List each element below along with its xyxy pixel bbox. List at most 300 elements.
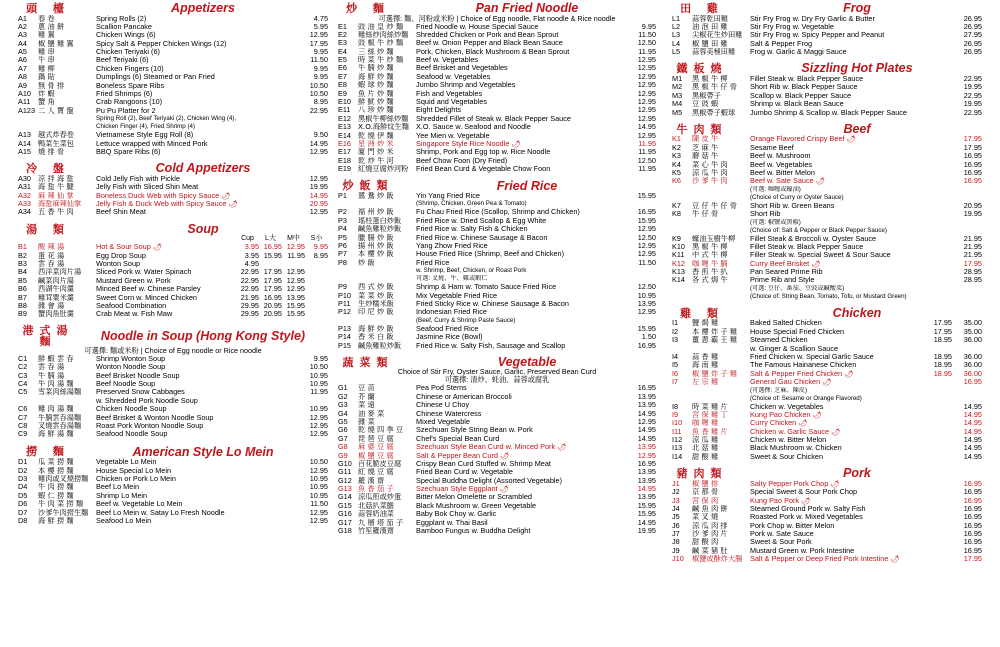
- item-code: D5: [18, 491, 28, 500]
- item-code: K5: [672, 168, 681, 177]
- item-price: 12.95: [637, 451, 656, 460]
- item-name-zh: 雞 肉 湯 麵: [38, 405, 74, 414]
- price-large: 17.95: [263, 268, 282, 277]
- section-header: [672, 467, 982, 480]
- item-price: 11.50: [310, 500, 328, 509]
- item-price-small: [922, 378, 952, 386]
- item-code: A1: [18, 14, 27, 23]
- item-name-zh: 菜 叉 燒: [692, 513, 719, 522]
- item-price: 15.95: [637, 324, 656, 333]
- item-name-zh: 雜 菜: [358, 417, 375, 426]
- item-name-zh: 宮 保 肉: [692, 496, 719, 505]
- item-code: E4: [338, 47, 347, 56]
- price-cup: 21.95: [240, 293, 259, 302]
- item-code: G7: [338, 434, 348, 443]
- item-name-en: Stir Fry Frog w. Dry Fry Garlic & Butter: [750, 14, 875, 23]
- item-code: A13: [18, 131, 31, 140]
- item-price: 10.50: [309, 363, 328, 372]
- item-name-zh: 蘑 菇 牛: [692, 152, 719, 161]
- menu-item: [672, 83, 982, 91]
- item-name-zh: 菜 遠: [358, 401, 375, 410]
- item-price-large: 14.95: [963, 410, 982, 419]
- item-name-en: Vietnamese Style Egg Roll (8): [96, 131, 194, 140]
- item-name-zh: 海 南 雞: [692, 361, 719, 370]
- item-price: 10.95: [637, 291, 656, 300]
- menu-item: [338, 410, 656, 418]
- item-note: (可選: 椒鹽或黑椒): [750, 218, 801, 226]
- menu-item: [338, 123, 656, 131]
- item-name-en: Yee Mien w. Vegetable: [416, 131, 490, 140]
- item-name-en: Szechuan Style String Bean w. Pork: [416, 426, 533, 435]
- item-code: L1: [672, 14, 681, 23]
- menu-item: [338, 132, 656, 140]
- item-name-en: Crab Meat w. Fish Maw: [96, 310, 173, 319]
- item-name-en: Spicy Salt & Pepper Chicken Wings (12): [96, 39, 227, 48]
- menu-item: [338, 292, 656, 300]
- item-code: G8: [338, 443, 348, 452]
- menu-item: [338, 73, 656, 81]
- section-title-zh: 炒 麵: [346, 1, 390, 15]
- item-name-en: Preserved Snow Cabbages: [96, 388, 185, 397]
- item-code: A6: [18, 56, 27, 65]
- menu-item: [18, 388, 328, 396]
- section-header: [18, 446, 328, 459]
- item-name-en: Fish and Vegetables: [416, 89, 483, 98]
- item-name-en: The Famous Hainanese Chicken: [750, 361, 857, 370]
- menu-item: [338, 418, 656, 426]
- item-code: G16: [338, 510, 352, 519]
- item-price: 14.95: [637, 409, 656, 418]
- item-name-en: Chicken Fingers (10): [96, 64, 164, 73]
- item-name-zh: 蒜蓉乾田雞: [692, 14, 728, 23]
- price-cup: 4.95: [244, 260, 259, 269]
- menu-item: [672, 40, 982, 48]
- item-name-zh: 黑 椒 牛 柳: [692, 74, 728, 83]
- item-name-en: Jelly Fish with Sliced Shin Meat: [96, 183, 199, 192]
- menu-item: [338, 115, 656, 123]
- item-name-en: Mixed Vegetable: [416, 417, 470, 426]
- item-name-zh: 鹹 菜 豬 肚: [692, 546, 728, 555]
- section-title-en: American Style Lo Mein: [132, 444, 274, 459]
- menu-item: [18, 15, 328, 23]
- price-cup: 22.95: [240, 285, 259, 294]
- item-price: 27.95: [963, 31, 982, 40]
- item-price: 12.95: [309, 174, 328, 183]
- item-code: A30: [18, 174, 31, 183]
- item-code: D4: [18, 483, 28, 492]
- menu-item: [672, 444, 982, 452]
- menu-item: [338, 477, 656, 485]
- item-name-en: BBQ Spare Ribs (6): [96, 147, 161, 156]
- menu-item: [18, 302, 328, 310]
- item-price: 16.95: [963, 546, 982, 555]
- item-name-zh: 紅 燒 豆 腐: [358, 468, 394, 477]
- menu-item: [338, 259, 656, 267]
- item-price: 17.95: [963, 143, 982, 152]
- price-small: 8.95: [313, 251, 328, 260]
- item-note: 可選: 叉燒、牛、雞或蝦仁: [416, 275, 488, 283]
- menu-item: [672, 260, 982, 268]
- item-name-en: Filler Steak w. Special Sweet & Sour Sauce: [750, 251, 891, 260]
- item-name-en: Fu Chau Fried Rice (Scallop, Shrimp and Chicken): [416, 208, 580, 217]
- item-name-en: Beef w. Vegetable Lo Mein: [96, 500, 183, 509]
- menu-item: [672, 210, 982, 218]
- menu-item: [338, 342, 656, 350]
- spacer: [672, 301, 982, 305]
- item-name-en: Jumbo Shrimp & Scallop w. Black Pepper Sauce: [750, 108, 907, 117]
- item-name-zh: 雞肉或叉燒撈麵: [38, 475, 89, 484]
- item-name-en: Roast Pork Wonton Noodle Soup: [96, 421, 204, 430]
- item-code: P6: [338, 241, 347, 250]
- menu-item: [672, 370, 982, 378]
- item-price: 11.50: [638, 258, 656, 267]
- item-code: B4: [18, 268, 27, 277]
- item-price: 12.50: [637, 156, 656, 165]
- menu-item: [672, 480, 982, 488]
- item-name-zh: 咖 喱 雞: [692, 419, 719, 428]
- item-name-en: Crab Rangoons (10): [96, 98, 163, 107]
- price-large: 20.95: [263, 310, 282, 319]
- item-price: 9.95: [313, 354, 328, 363]
- item-name-zh: 沙爹牛肉撈生麵: [38, 508, 89, 517]
- item-name-en: Eight Delights: [416, 106, 462, 115]
- menu-item: [672, 109, 982, 117]
- menu-item: [672, 75, 982, 83]
- item-name-zh: 春 卷: [38, 14, 55, 23]
- menu-item: [18, 483, 328, 491]
- menu-item: [338, 250, 656, 258]
- item-name-en: Sesame Beef: [750, 143, 794, 152]
- item-name-en: Sweet & Sour Chicken: [750, 452, 824, 461]
- item-name-zh: 黑 椒 牛 仔 骨: [692, 83, 738, 92]
- item-code: E18: [338, 156, 351, 165]
- item-name-en: Chicken w. Vegetables: [750, 402, 824, 411]
- item-name-zh: 豉 油 皇 炒 麵: [358, 22, 404, 31]
- item-price: 5.95: [313, 22, 328, 31]
- item-price: 15.95: [637, 216, 656, 225]
- section-title-zh: 頭 檯: [26, 1, 70, 15]
- item-price: 12.95: [309, 208, 328, 217]
- item-price-small: 18.95: [933, 369, 952, 378]
- item-name-zh: 九 層 塔 茄 子: [358, 518, 404, 527]
- item-code: P14: [338, 333, 351, 342]
- item-code: C1: [18, 354, 28, 363]
- item-price: 19.95: [963, 100, 982, 109]
- item-code: G17: [338, 518, 352, 527]
- item-name-zh: 蒜 香 雞: [692, 352, 719, 361]
- item-name-en: Mustard Green w. Pork Intestine: [750, 546, 855, 555]
- item-name-en: Wonton Soup: [96, 260, 141, 269]
- item-code: C9: [18, 430, 28, 439]
- menu-item: [338, 308, 656, 316]
- item-name-zh: 牛 腩 湯: [38, 371, 65, 380]
- item-price: 14.95: [637, 518, 656, 527]
- menu-item: [672, 378, 982, 386]
- item-code: J1: [672, 479, 680, 488]
- item-code: A8: [18, 73, 27, 82]
- item-price: 9.95: [641, 22, 656, 31]
- item-name-en: Pork, Chicken, Black Mushroom & Bean Sprout: [416, 47, 570, 56]
- item-name-en: Shredded Chicken or Pork and Bean Sprout: [416, 30, 559, 39]
- section-title-zh: 撈 麵: [26, 445, 70, 459]
- menu-item: [672, 23, 982, 31]
- price-medium: 11.95: [287, 251, 305, 260]
- size-large: L大: [265, 235, 276, 243]
- item-code: A14: [18, 139, 31, 148]
- item-name-en: General Gau Chicken 🌶: [750, 378, 832, 387]
- item-name-zh: 牛 仔 骨: [692, 210, 719, 219]
- item-name-zh: 無 骨 排: [38, 81, 65, 90]
- item-code: K9: [672, 234, 681, 243]
- item-name-en: Black Mushroom w. Chicken: [750, 444, 842, 453]
- item-code: J3: [672, 496, 680, 505]
- item-name-en: Steamed Chicken: [750, 336, 808, 345]
- item-price: 12.50: [637, 283, 656, 292]
- item-name-zh: 魚 片 炒 麵: [358, 89, 394, 98]
- item-code: C3: [18, 371, 28, 380]
- menu-item: [672, 436, 982, 444]
- menu-item: [672, 92, 982, 100]
- item-code: C7: [18, 413, 28, 422]
- item-code: A9: [18, 81, 27, 90]
- item-name-zh: 沙 爹 肉 片: [692, 530, 728, 539]
- item-price: 12.95: [309, 413, 328, 422]
- item-name-en: w. Ginger & Scallion Sauce: [750, 344, 839, 353]
- item-name-zh: 雞 柳: [38, 64, 55, 73]
- item-name-zh: 鹽 焗 雞: [692, 319, 719, 328]
- item-name-en: Fillet Steak w. Black Pepper Sauce: [750, 242, 864, 251]
- item-name-en: Baby Bok Choy w. Garlic: [416, 510, 497, 519]
- menu-item: [18, 40, 328, 48]
- item-name-zh: 北 菇 雞: [692, 444, 719, 453]
- item-code: D1: [18, 458, 28, 467]
- menu-item: [18, 467, 328, 475]
- price-cup: 22.95: [240, 276, 259, 285]
- menu-item: [338, 31, 656, 39]
- menu-item: [338, 208, 656, 216]
- item-note: (Beef, Curry & Shrimp Paste Sauce): [416, 316, 516, 324]
- item-code: J2: [672, 488, 680, 497]
- item-price: 14.95: [637, 426, 656, 435]
- item-name-en: Yang Zhow Fried Rice: [416, 241, 488, 250]
- item-name-en: Chinese U Choy: [416, 401, 470, 410]
- item-price: 10.95: [309, 483, 328, 492]
- menu-item: [672, 453, 982, 461]
- item-price: 12.95: [309, 147, 328, 156]
- item-code: E3: [338, 39, 347, 48]
- section-title-en: Appetizers: [171, 1, 235, 15]
- item-name-en: Stir Fry Frog w. Spicy Pepper and Peanut: [750, 31, 885, 40]
- section-header: [672, 123, 982, 136]
- menu-item: [18, 355, 328, 363]
- item-name-en: Shrimp, Pork and Egg top w. Rice Noodle: [416, 148, 551, 157]
- menu-item: [18, 82, 328, 90]
- item-name-zh: 紅燒豆腐炒河粉: [358, 165, 409, 174]
- item-price-large: 14.95: [963, 436, 982, 445]
- item-name-zh: 八 珍 炒 麵: [358, 106, 394, 115]
- section-subtitle: Choice of Stir Fry, Oyster Sauce, Garlic, Preserved Bean Curd: [397, 367, 597, 377]
- menu-item: [672, 428, 982, 436]
- item-name-zh: 三 絲 炒 麵: [358, 47, 394, 56]
- item-name-en: Short Rib: [750, 210, 781, 219]
- item-name-zh: 蒜蓉奶油菜: [358, 510, 394, 519]
- menu-item: [672, 403, 982, 411]
- menu-item: [18, 277, 328, 285]
- item-name-zh: 鍋 貼: [38, 73, 55, 82]
- item-code: D7: [18, 508, 28, 517]
- price-large: 16.95: [263, 243, 282, 252]
- item-price: 10.50: [309, 90, 328, 99]
- item-price: 16.95: [963, 479, 982, 488]
- item-name-zh: 椒 鹽 豆 腐: [358, 451, 394, 460]
- item-code: G10: [338, 459, 352, 468]
- item-price-large: 35.00: [963, 319, 982, 328]
- item-price: 12.95: [637, 114, 656, 123]
- item-name-zh: 涼 瓜 牛 肉: [692, 168, 728, 177]
- item-code: G13: [338, 485, 352, 494]
- item-price: 21.95: [963, 242, 982, 251]
- menu-item: [18, 294, 328, 302]
- item-price: 12.95: [637, 56, 656, 65]
- price-large: 16.95: [263, 293, 282, 302]
- item-code: D6: [18, 500, 28, 509]
- price-cup: 29.95: [240, 302, 259, 311]
- item-name-en: Orange Flavored Crispy Beef 🌶: [750, 135, 856, 144]
- menu-item: [672, 522, 982, 530]
- item-name-en: Jasmine Rice (Bowl): [416, 333, 483, 342]
- item-code: M4: [672, 100, 683, 109]
- menu-item: [338, 234, 656, 242]
- menu-item: [338, 384, 656, 392]
- item-name-zh: 琵 琶 豆 腐: [358, 434, 394, 443]
- item-price: 19.95: [637, 527, 656, 536]
- item-name-zh: 廈 門 炒 米: [358, 148, 394, 157]
- item-name-en: Stir Fry Frog w. Vegetable: [750, 22, 834, 31]
- item-name-en: House Fried Rice (Shrimp, Beef and Chicken): [416, 250, 565, 259]
- item-code: B2: [18, 251, 27, 260]
- item-name-zh: 雲 吞 湯: [38, 260, 65, 269]
- item-name-en: Shrimp Wonton Soup: [96, 354, 166, 363]
- item-code: P13: [338, 324, 351, 333]
- section-title-en: Chicken: [832, 305, 882, 320]
- item-price: 11.50: [638, 30, 656, 39]
- item-name-zh: 甜 酸 肉: [692, 538, 719, 547]
- menu-item: [338, 426, 656, 434]
- menu-item: [338, 217, 656, 225]
- item-code: B7: [18, 293, 27, 302]
- item-name-en: Szechuan Style Bean Curd w. Minced Pork 🌶: [416, 443, 567, 452]
- size-cup: Cup: [241, 235, 254, 243]
- item-name-zh: 乾 炒 牛 河: [358, 156, 394, 165]
- spacer: [18, 235, 236, 243]
- item-name-zh: 生炒糯米飯: [358, 299, 394, 308]
- item-name-en: Beef w. Mushroom: [750, 152, 811, 161]
- item-name-en: Salt & Pepper Bean Curd 🌶: [416, 451, 510, 460]
- item-name-en: Fried Rice w. Dried Scallop & Egg White: [416, 216, 547, 225]
- item-name-zh: 咖 喱 牛 腩: [692, 259, 728, 268]
- item-code: K6: [672, 177, 681, 186]
- menu-item: [338, 64, 656, 72]
- item-code: P3: [338, 216, 347, 225]
- item-price: 22.95: [963, 74, 982, 83]
- item-name-zh: 臘 腸 炒 飯: [358, 233, 394, 242]
- item-price: 10.50: [309, 81, 328, 90]
- item-code: L5: [672, 48, 681, 57]
- item-name-en: Seafood Combination: [96, 302, 167, 311]
- item-code: K1: [672, 135, 681, 144]
- menu-item: [672, 319, 982, 327]
- price-small: [305, 277, 328, 285]
- item-name-en: Seafood Lo Mein: [96, 516, 152, 525]
- section-subtitle: 可選擇: 清炒、蚝油、蒜蓉或腐乳: [444, 375, 550, 385]
- item-code: B8: [18, 302, 27, 311]
- item-name-en: Mix Vegetable Fried Rice: [416, 291, 498, 300]
- item-name-zh: 豆 仔 牛 仔 骨: [692, 201, 738, 210]
- item-name-zh: 叉燒雲吞湯麵: [38, 421, 82, 430]
- item-name-en: Steamed Ground Pork w. Salty Fish: [750, 504, 866, 513]
- item-price: 12.95: [309, 516, 328, 525]
- soup-size-header: [18, 235, 328, 243]
- item-name-zh: 揚 州 炒 飯: [358, 241, 394, 250]
- item-name-zh: 二 人 寶 盤: [38, 106, 74, 115]
- item-name-zh: 凉 拌 海 蜇: [38, 174, 74, 183]
- item-code: I4: [672, 352, 679, 361]
- menu-item: [672, 555, 982, 563]
- item-code: I8: [672, 402, 679, 411]
- item-note: (Choice of: Salt & Pepper or Black Pepper Sauce): [750, 226, 887, 234]
- item-code: B1: [18, 243, 27, 252]
- item-name-zh: 牛 串: [38, 56, 55, 65]
- item-name-en: Frog w. Garlic & Maggi Sauce: [750, 48, 847, 57]
- price-cup: 3.95: [244, 243, 259, 252]
- item-price: 12.95: [309, 31, 328, 40]
- menu-item: [18, 183, 328, 191]
- item-code: E17: [338, 148, 351, 157]
- section-title-en: Vegetable: [497, 354, 557, 369]
- item-code: M2: [672, 83, 683, 92]
- menu-item: [338, 401, 656, 409]
- item-code: G3: [338, 401, 348, 410]
- item-price: 9.95: [313, 73, 328, 82]
- item-name-zh: 椒 鹽 炸 子 雞: [692, 369, 738, 378]
- item-price: 12.95: [637, 241, 656, 250]
- menu-item: [672, 243, 982, 251]
- item-code: E8: [338, 81, 347, 90]
- item-code: P12: [338, 308, 351, 317]
- menu-item: [18, 260, 328, 268]
- item-name-zh: 西洋菜肉片湯: [38, 268, 82, 277]
- menu-item: [672, 152, 982, 160]
- item-price: 10.95: [309, 475, 328, 484]
- menu-item: [672, 31, 982, 39]
- item-name-en: Beef Brisket & Wonton Noodle Soup: [96, 413, 214, 422]
- item-price: 17.95: [309, 39, 328, 48]
- item-price: 13.95: [637, 476, 656, 485]
- item-price: 9.95: [313, 64, 328, 73]
- item-name-en: Short Rib w. Green Beans: [750, 201, 835, 210]
- section-subtitle: 可選擇: 麵、河粉或米粉 | Choice of Egg noodle, Flat noodle & Rice noodle: [378, 13, 616, 23]
- item-code: [672, 345, 692, 353]
- item-code: E16: [338, 139, 351, 148]
- menu-item: [18, 372, 328, 380]
- item-code: P9: [338, 283, 347, 292]
- item-name-zh: 海 鮮 撈 麵: [38, 516, 74, 525]
- item-name-zh: 海 鮮 炒 麵: [358, 72, 394, 81]
- price-medium: [282, 260, 305, 268]
- menu-item: [672, 336, 982, 344]
- item-name-zh: 香 煎 牛 扒: [692, 268, 728, 277]
- item-price: 13.95: [637, 468, 656, 477]
